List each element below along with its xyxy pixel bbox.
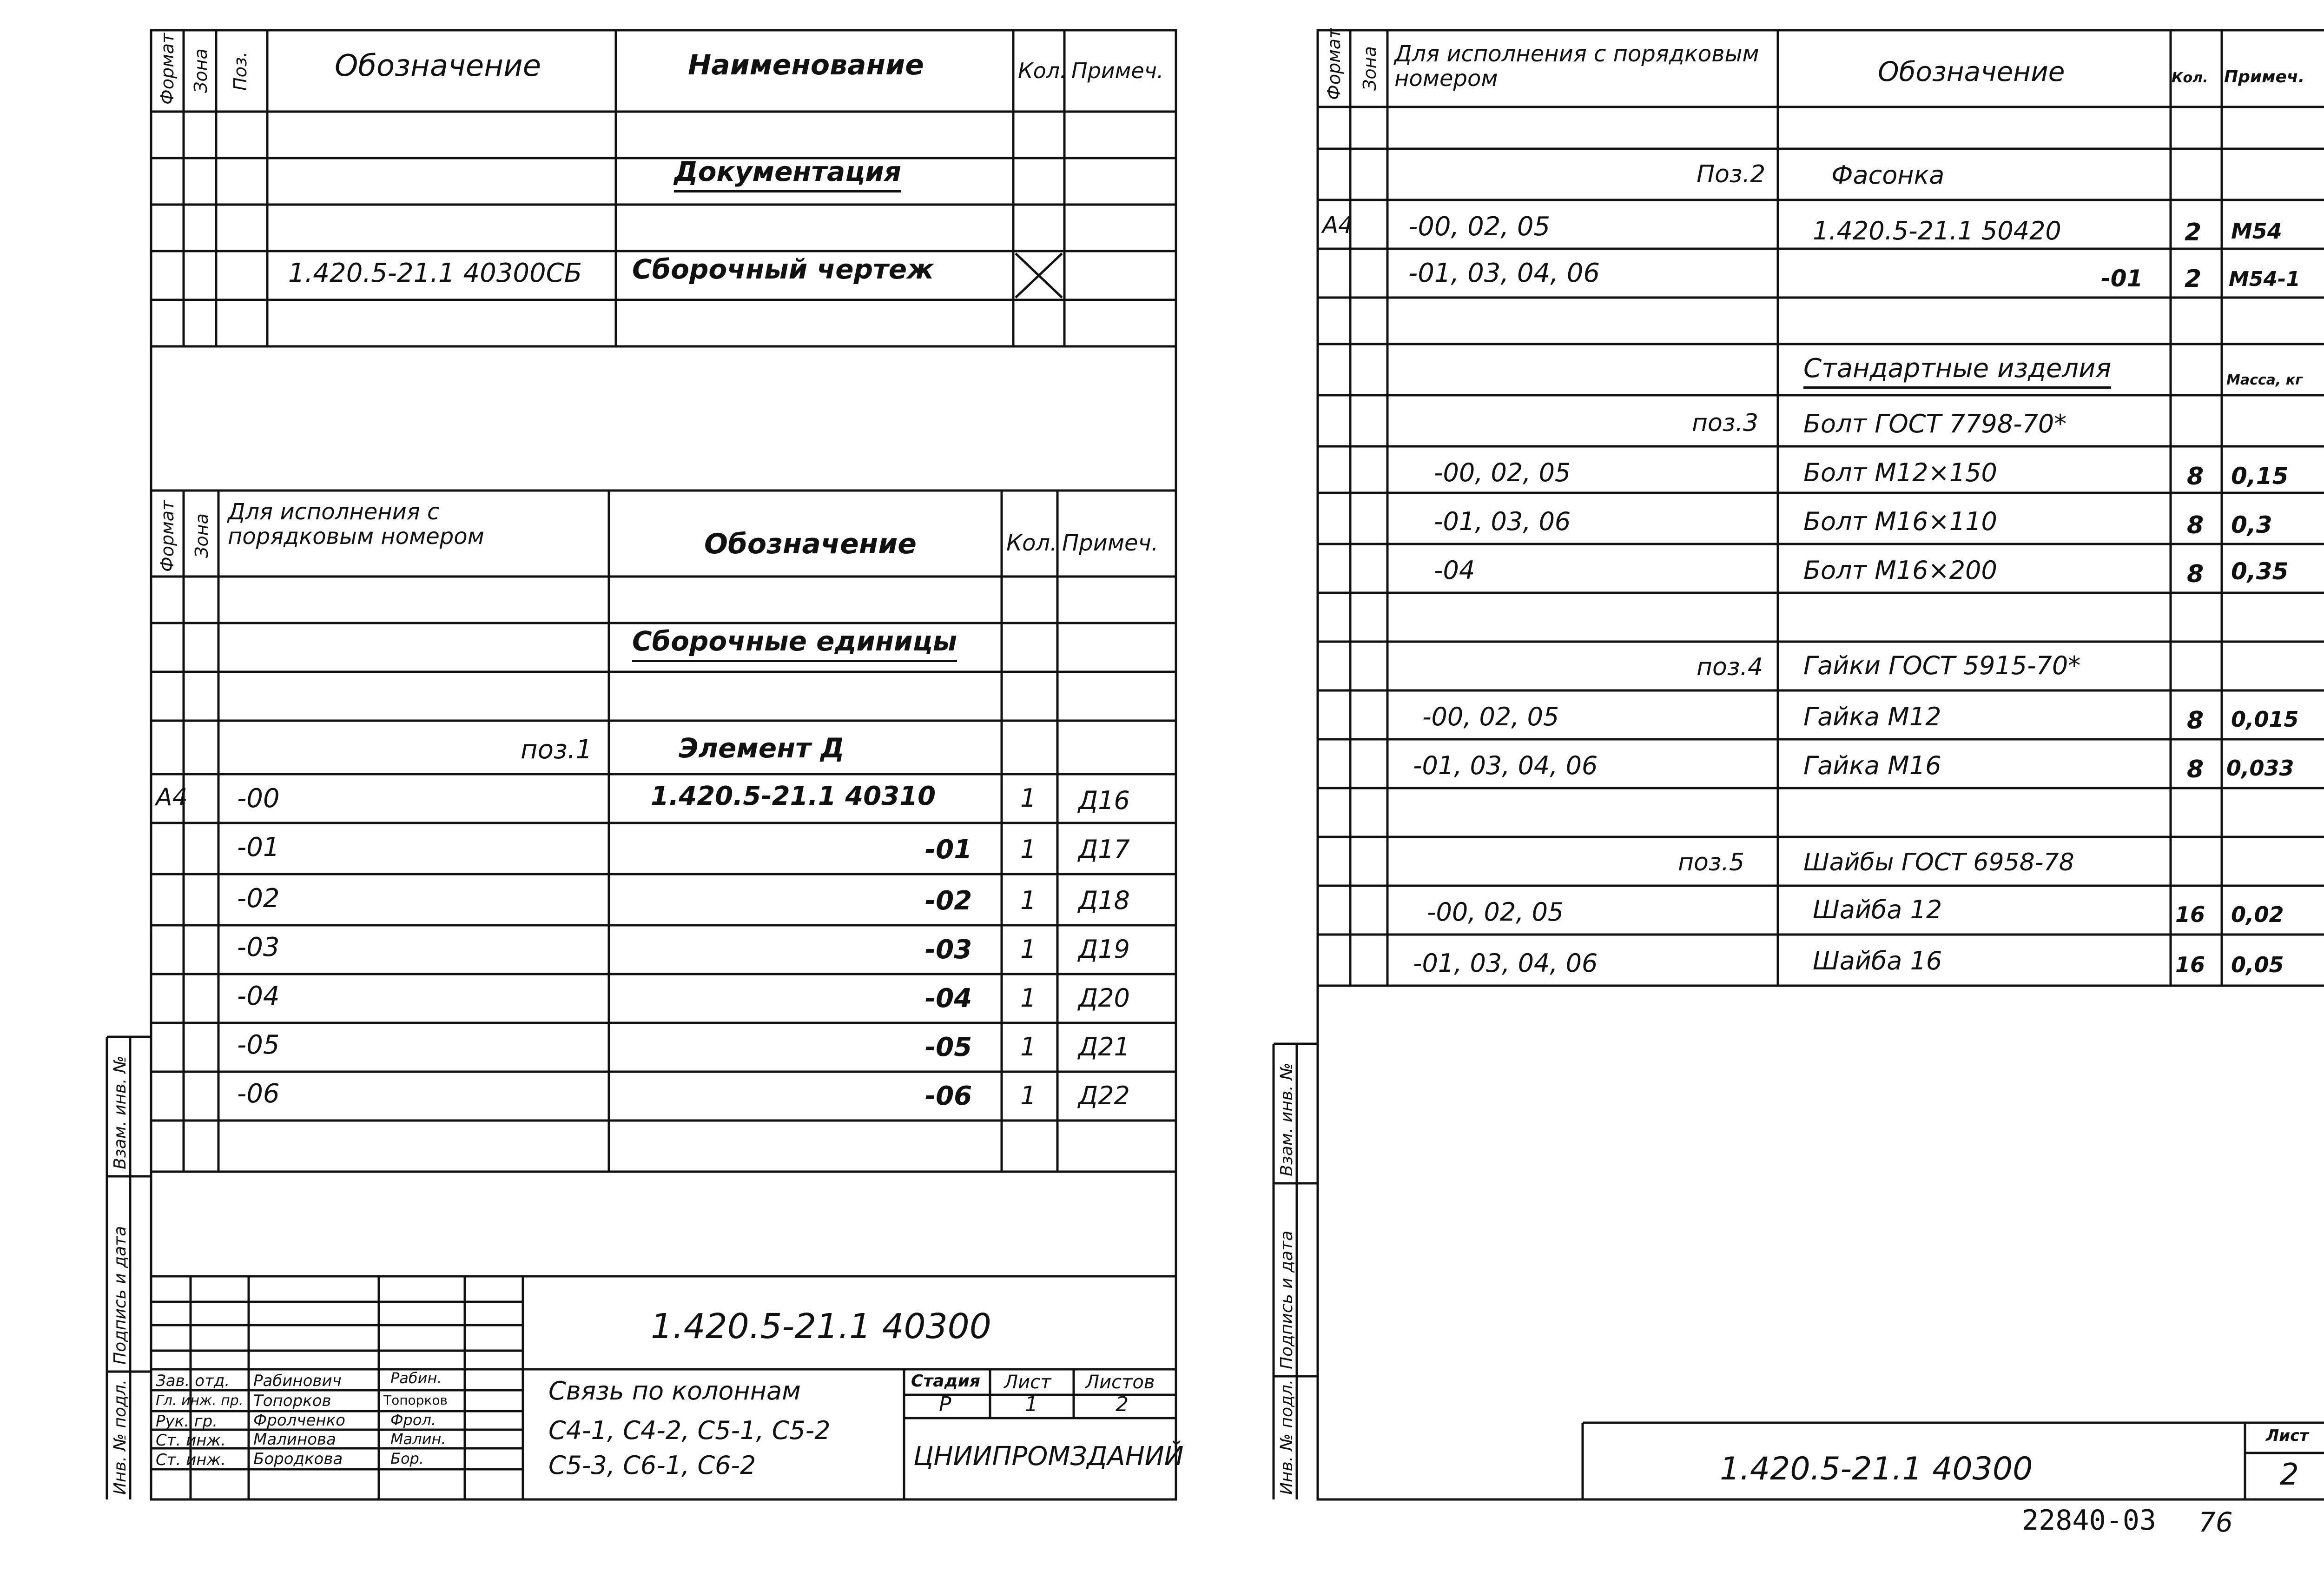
right-washer-name: Шайба 16 <box>1813 946 1942 975</box>
title-organization: ЦНИИПРОМЗДАНИЙ <box>913 1441 1184 1472</box>
left-pos1-label: поз.1 <box>521 735 593 765</box>
left-row-qty: 1 <box>1020 983 1037 1013</box>
left2-header-zone: Зона <box>191 513 212 558</box>
left-row-note: Д21 <box>1078 1032 1130 1061</box>
right-washer-variant: -00, 02, 05 <box>1427 897 1564 927</box>
right-pos5-label: поз.5 <box>1678 849 1745 876</box>
right-washer-name: Шайба 12 <box>1813 895 1942 924</box>
title-sheets-label: Листов <box>1085 1372 1155 1393</box>
right-washer-note: 0,05 <box>2231 952 2284 977</box>
left-row-qty: 1 <box>1020 783 1037 813</box>
title-role: Ст. инж. <box>156 1451 226 1469</box>
left-row-variant: -03 <box>237 932 280 962</box>
right-washer-qty: 16 <box>2175 952 2205 977</box>
left-stamp-inv-orig: Инв. № подл. <box>111 1379 130 1495</box>
title-stage-label: Стадия <box>911 1372 980 1391</box>
left-header-designation: Обозначение <box>335 49 541 83</box>
right-pos3-name: Болт ГОСТ 7798-70* <box>1803 409 2067 438</box>
right-header-designation: Обозначение <box>1878 56 2065 87</box>
title-person: Топорков <box>253 1392 331 1410</box>
title-signature: Рабин. <box>390 1369 442 1387</box>
right-bolt-qty: 8 <box>2187 560 2204 588</box>
archive-page: 76 <box>2199 1506 2233 1538</box>
archive-number: 22840-03 <box>2022 1504 2156 1537</box>
title-person: Фролченко <box>253 1411 345 1430</box>
left-row-designation: -02 <box>925 886 972 916</box>
title-role: Зав. отд. <box>156 1372 230 1390</box>
right-bolt-note: 0,35 <box>2231 558 2289 585</box>
left-row-variant: -02 <box>237 883 280 914</box>
left-row-designation: -03 <box>925 935 972 965</box>
right-bolt-note: 0,3 <box>2231 511 2272 538</box>
right-nut-qty: 8 <box>2187 707 2204 735</box>
left-row-variant: -00 <box>237 783 280 814</box>
right-header-variant: Для исполнения с порядковым номером <box>1394 41 1759 92</box>
left-row-variant: -06 <box>237 1079 280 1109</box>
left-row-designation: -05 <box>925 1032 972 1062</box>
right-bolt-note: 0,15 <box>2231 463 2289 490</box>
title-signature: Фрол. <box>390 1411 436 1429</box>
left-row-note: Д22 <box>1078 1081 1130 1110</box>
title-sheet-label: Лист <box>1004 1372 1051 1393</box>
left-title-doc-code: 1.420.5-21.1 40300 <box>651 1306 991 1346</box>
left-header-pos: Поз. <box>230 51 251 91</box>
left-section-assemblies: Сборочные единицы <box>632 625 957 662</box>
left-header-qty: Кол. <box>1018 58 1067 83</box>
left-row-note: Д19 <box>1078 935 1130 964</box>
left-row-qty: 1 <box>1020 886 1037 915</box>
title-person: Малинова <box>253 1430 336 1449</box>
right-stamp-inv-dup: Взам. инв. № <box>1277 1062 1296 1176</box>
title-person: Бородкова <box>253 1450 343 1468</box>
left-doc-name: Сборочный чертеж <box>632 253 934 285</box>
right-fasonka-designation: 1.420.5-21.1 50420 <box>1813 216 2061 245</box>
left2-header-variant: Для исполнения с порядковым номером <box>228 499 484 550</box>
title-role: Ст. инж. <box>156 1431 226 1450</box>
title-signature: Топорков <box>383 1393 448 1408</box>
right-header-note: Примеч. <box>2224 67 2305 86</box>
left-row-note: Д16 <box>1078 786 1130 815</box>
right-title-sheet-value: 2 <box>2280 1458 2299 1492</box>
left-row-note: Д20 <box>1078 983 1130 1013</box>
right-fasonka-designation: -01 <box>2101 265 2143 292</box>
left-row-qty: 1 <box>1020 1081 1037 1110</box>
title-person: Рабинович <box>253 1372 342 1390</box>
right-fasonka-qty: 2 <box>2185 265 2202 293</box>
right-pos3-label: поз.3 <box>1692 409 1759 437</box>
right-nut-variant: -00, 02, 05 <box>1422 702 1559 731</box>
right-header-zone: Зона <box>1360 46 1380 91</box>
right-bolt-variant: -00, 02, 05 <box>1434 458 1571 487</box>
left-section-documentation: Документация <box>674 156 901 192</box>
left-element-name: Элемент Д <box>679 732 845 764</box>
title-stage-value: Р <box>939 1393 951 1416</box>
left-format-a4: А4 <box>156 783 188 811</box>
left-row-qty: 1 <box>1020 935 1037 964</box>
right-bolt-name: Болт М16×110 <box>1803 507 1997 536</box>
title-sheets-value: 2 <box>1116 1393 1129 1416</box>
right-fasonka-note: М54 <box>2231 219 2282 244</box>
left-row-designation: -04 <box>925 983 972 1014</box>
left-stamp-sign-date: Подпись и дата <box>111 1226 130 1365</box>
right-title-doc-code: 1.420.5-21.1 40300 <box>1720 1451 2033 1487</box>
right-fasonka-note: М54-1 <box>2229 267 2300 291</box>
right-nut-name: Гайка М12 <box>1803 702 1941 731</box>
title-sheet-value: 1 <box>1025 1393 1038 1416</box>
right-nut-variant: -01, 03, 04, 06 <box>1413 751 1598 780</box>
left-row-variant: -01 <box>237 832 280 862</box>
right-stamp-sign-date: Подпись и дата <box>1277 1230 1296 1369</box>
right-washer-variant: -01, 03, 04, 06 <box>1413 948 1598 978</box>
left-header-format: Формат <box>157 33 178 105</box>
title-description-line: С5-3, С6-1, С6-2 <box>548 1451 756 1480</box>
right-pos2-label: Поз.2 <box>1697 160 1766 188</box>
right-title-sheet-label: Лист <box>2266 1426 2309 1445</box>
right-nut-note: 0,015 <box>2231 707 2299 732</box>
right-header-qty: Кол. <box>2172 70 2208 86</box>
left-row-designation: -01 <box>925 835 972 865</box>
left-row-variant: -04 <box>237 981 280 1011</box>
right-fasonka-qty: 2 <box>2185 219 2202 246</box>
left2-header-qty: Кол. <box>1006 530 1057 556</box>
left-header-name: Наименование <box>688 49 924 81</box>
title-role: Гл. инж. пр. <box>156 1393 244 1409</box>
title-signature: Бор. <box>390 1450 424 1467</box>
right-pos4-label: поз.4 <box>1697 653 1763 681</box>
right-bolt-variant: -01, 03, 06 <box>1434 507 1571 536</box>
left-header-note: Примеч. <box>1071 58 1164 83</box>
right-bolt-name: Болт М16×200 <box>1803 556 1997 585</box>
right-washer-qty: 16 <box>2175 902 2205 927</box>
title-signature: Малин. <box>390 1430 446 1448</box>
left-doc-designation: 1.420.5-21.1 40300СБ <box>288 258 582 288</box>
left-row-note: Д17 <box>1078 835 1130 864</box>
right-washer-note: 0,02 <box>2231 902 2284 927</box>
right-pos4-name: Гайки ГОСТ 5915-70* <box>1803 651 2081 680</box>
right-nut-note: 0,033 <box>2226 756 2294 781</box>
right-mass-label: Масса, кг <box>2226 372 2303 388</box>
right-format-a4: А4 <box>1322 212 1353 239</box>
right-bolt-variant: -04 <box>1434 556 1475 585</box>
left-row-qty: 1 <box>1020 1032 1037 1061</box>
title-description-line: Связь по колоннам <box>548 1376 801 1406</box>
left2-header-designation: Обозначение <box>704 528 917 560</box>
right-std-title: Стандартные изделия <box>1803 353 2111 389</box>
title-description-line: С4-1, С4-2, С5-1, С5-2 <box>548 1416 831 1445</box>
right-fasonka-variant: -01, 03, 04, 06 <box>1408 258 1600 288</box>
right-bolt-name: Болт М12×150 <box>1803 458 1997 487</box>
right-fasonka-variant: -00, 02, 05 <box>1408 212 1551 242</box>
right-pos2-name: Фасонка <box>1831 160 1945 190</box>
right-bolt-qty: 8 <box>2187 463 2204 491</box>
right-stamp-inv-orig: Инв. № подл. <box>1277 1379 1296 1495</box>
left-row-qty: 1 <box>1020 835 1037 864</box>
left-row-designation: 1.420.5-21.1 40310 <box>651 781 936 811</box>
left-row-designation: -06 <box>925 1081 972 1111</box>
right-header-format: Формат <box>1324 28 1344 100</box>
title-role: Рук. гр. <box>156 1412 218 1431</box>
left-row-note: Д18 <box>1078 886 1130 915</box>
left-row-variant: -05 <box>237 1030 280 1060</box>
left-header-zone: Зона <box>191 48 211 93</box>
left-stamp-inv-dup: Взам. инв. № <box>111 1055 130 1169</box>
right-nut-name: Гайка М16 <box>1803 751 1941 780</box>
left2-header-format: Формат <box>157 500 178 572</box>
right-bolt-qty: 8 <box>2187 511 2204 539</box>
right-pos5-name: Шайбы ГОСТ 6958-78 <box>1803 849 2074 876</box>
left2-header-note: Примеч. <box>1062 530 1159 556</box>
right-nut-qty: 8 <box>2187 756 2204 783</box>
